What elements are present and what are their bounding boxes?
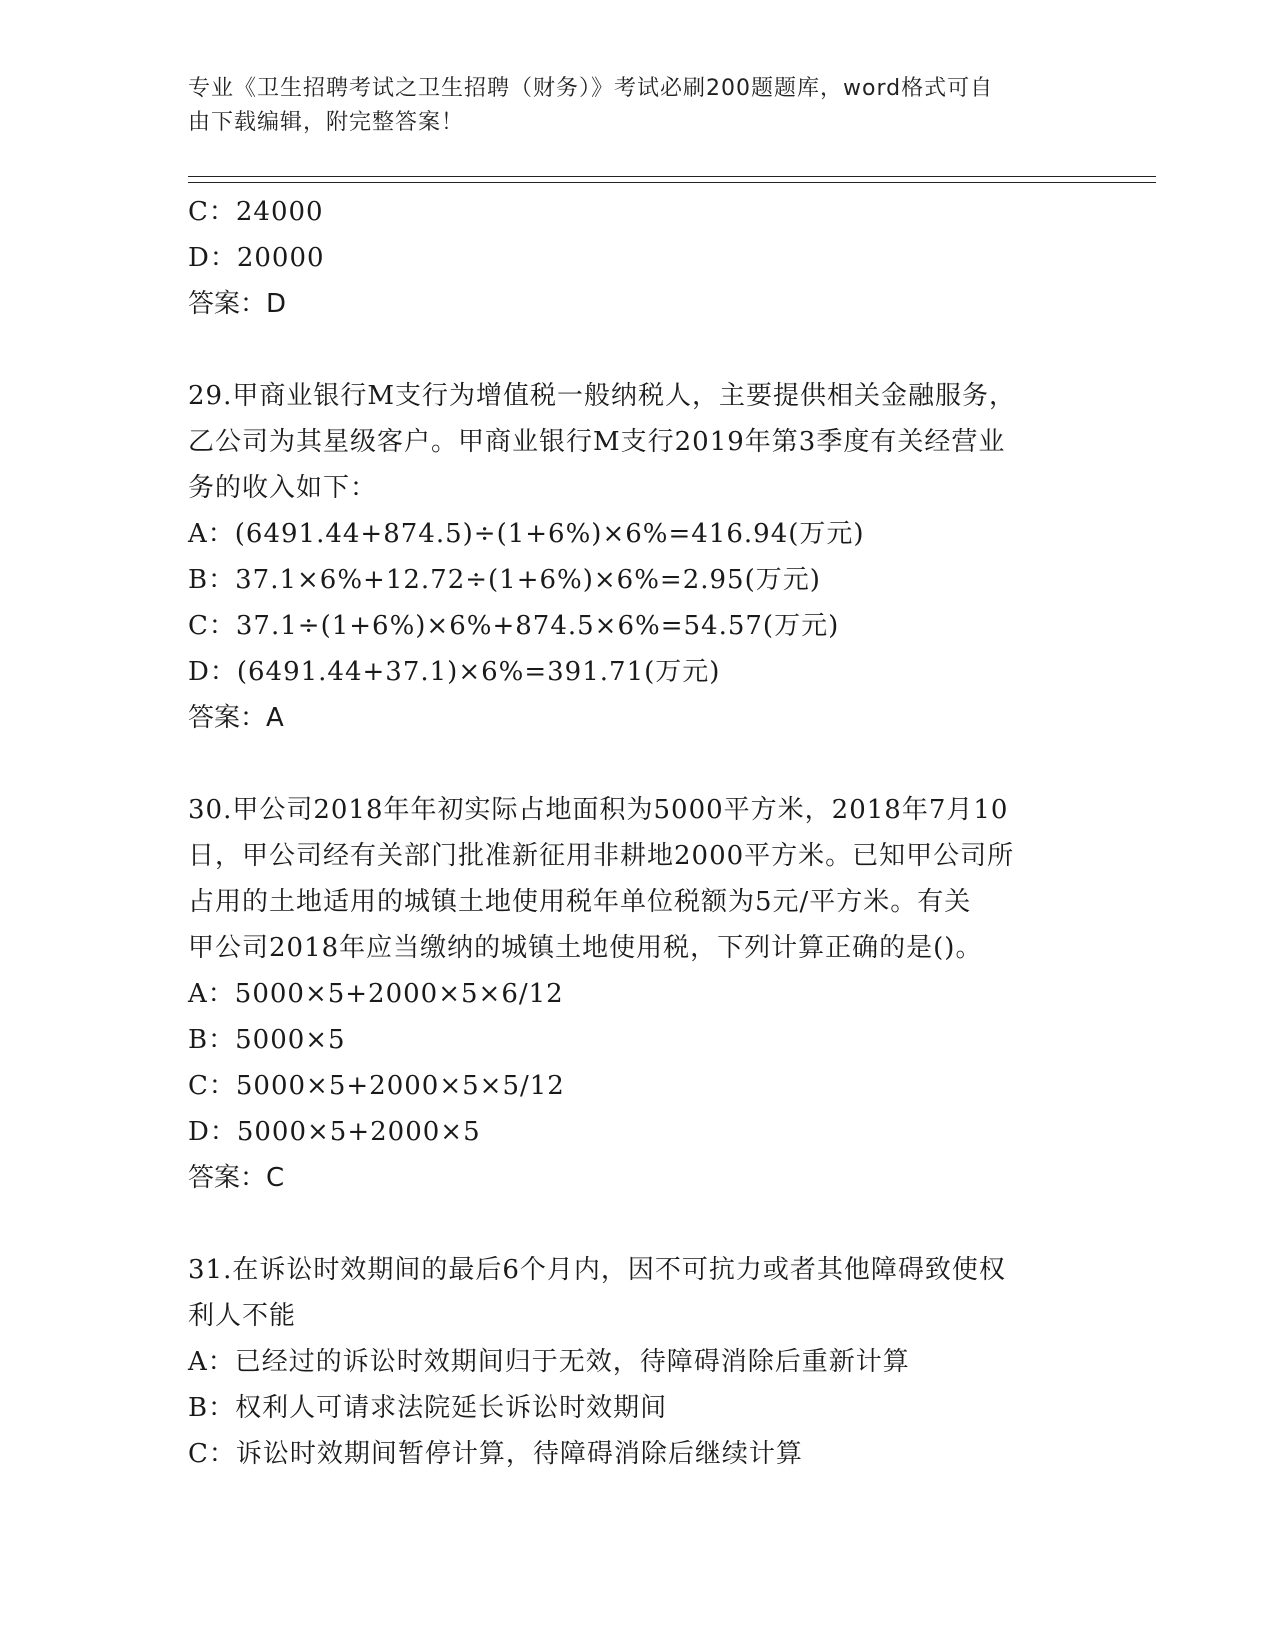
option-b: B：权利人可请求法院延长诉讼时效期间 (188, 1393, 668, 1423)
question-stem-line: 利人不能 (188, 1301, 297, 1331)
header-line-2: 由下载编辑，附完整答案！ (188, 110, 465, 135)
document-header (188, 72, 1088, 140)
answer-line: 答案：C (188, 1163, 285, 1193)
question-stem-line: 甲公司2018年应当缴纳的城镇土地使用税，下列计算正确的是()。 (188, 933, 983, 963)
header-divider-bottom (188, 182, 1156, 183)
answer-line: 答案：A (188, 703, 284, 733)
option-d: D：20000 (188, 243, 325, 273)
option-c: C：24000 (188, 197, 324, 227)
header-divider-top (188, 176, 1156, 177)
spacer (188, 741, 1088, 787)
option-b: B：5000×5 (188, 1025, 346, 1055)
option-d: D：(6491.44+37.1)×6%=391.71(万元) (188, 657, 721, 687)
question-30 (188, 787, 1088, 1201)
question-stem-line: 占用的土地适用的城镇土地使用税年单位税额为5元/平方米。有关 (188, 887, 972, 917)
option-c: C：诉讼时效期间暂停计算，待障碍消除后继续计算 (188, 1439, 803, 1469)
option-c: C：37.1÷(1+6%)×6%+874.5×6%=54.57(万元) (188, 611, 840, 641)
option-a: A：已经过的诉讼时效期间归于无效，待障碍消除后重新计算 (188, 1347, 910, 1377)
question-stem-line: 务的收入如下： (188, 473, 378, 503)
header-line-1: 专业《卫生招聘考试之卫生招聘（财务）》考试必刷200题题库，word格式可自 (188, 76, 994, 101)
question-29 (188, 373, 1088, 741)
document-body (188, 189, 1088, 1477)
option-a: A：(6491.44+874.5)÷(1+6%)×6%=416.94(万元) (188, 519, 865, 549)
spacer (188, 1201, 1088, 1247)
question-stem-line: 30.甲公司2018年年初实际占地面积为5000平方米，2018年7月10 (188, 795, 1009, 825)
answer-line: 答案：D (188, 289, 287, 319)
question-stem-line: 乙公司为其星级客户。甲商业银行M支行2019年第3季度有关经营业 (188, 427, 1006, 457)
option-a: A：5000×5+2000×5×6/12 (188, 979, 564, 1009)
option-d: D：5000×5+2000×5 (188, 1117, 481, 1147)
question-stem-line: 日，甲公司经有关部门批准新征用非耕地2000平方米。已知甲公司所 (188, 841, 1015, 871)
question-stem-line: 29.甲商业银行M支行为增值税一般纳税人，主要提供相关金融服务， (188, 381, 1016, 411)
question-stem-line: 31.在诉讼时效期间的最后6个月内，因不可抗力或者其他障碍致使权 (188, 1255, 1006, 1285)
option-b: B：37.1×6%+12.72÷(1+6%)×6%=2.95(万元) (188, 565, 821, 595)
spacer (188, 327, 1088, 373)
option-c: C：5000×5+2000×5×5/12 (188, 1071, 565, 1101)
question-31 (188, 1247, 1088, 1477)
